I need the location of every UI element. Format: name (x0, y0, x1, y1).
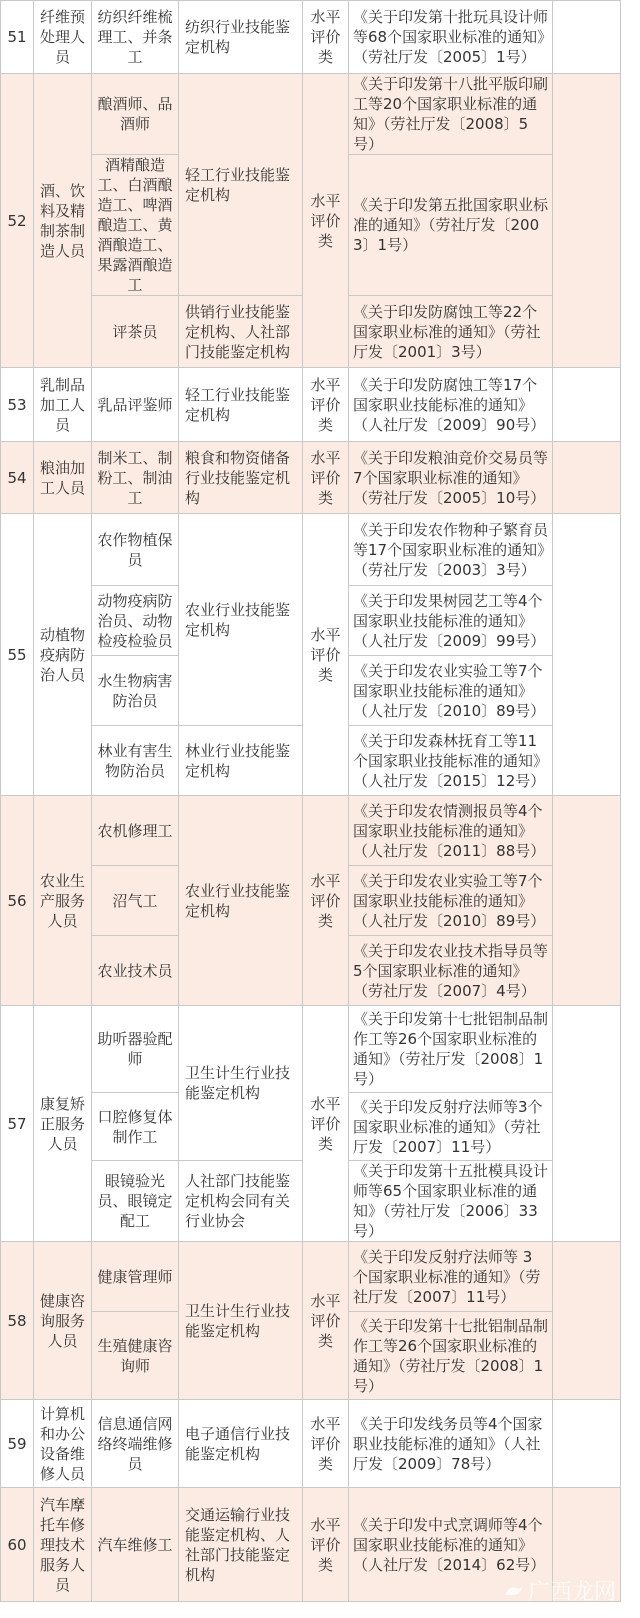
job-cell: 酒精酿造工、白酒酿造工、啤酒酿造工、黄酒酿造工、果露酒酿造工 (92, 155, 179, 296)
job-cell: 口腔修复体制作工 (92, 1093, 179, 1161)
row-number: 53 (1, 368, 34, 442)
document-cell: 《关于印发粮油竞价交易员等7个国家职业标准的通知》（劳社厅发〔2005〕10号） (349, 442, 553, 514)
document-cell: 《关于印发线务员等4个国家职业技能标准的通知》（人社厅发〔2009〕78号） (349, 1400, 553, 1488)
blank-cell (553, 1400, 621, 1488)
evaluation-type-cell: 水平评价类 (303, 514, 349, 796)
table-row (1, 74, 621, 155)
document-cell: 《关于印发反射疗法师等 3 个国家职业标准的通知》（劳社厅发〔2007〕11号） (349, 1242, 553, 1312)
job-cell: 乳品评鉴师 (92, 368, 179, 442)
document-cell: 《关于印发防腐蚀工等22个国家职业标准的通知》（劳社厅发〔2001〕3号） (349, 296, 553, 368)
blank-cell (553, 514, 621, 796)
document-cell: 《关于印发农业实验工等7个国家职业技能标准的通知》（人社厅发〔2010〕89号） (349, 866, 553, 936)
category-cell: 动植物疫病防治人员 (34, 514, 92, 796)
job-cell: 农业技术员 (92, 936, 179, 1006)
org-cell: 轻工行业技能鉴定机构 (179, 368, 303, 442)
document-cell: 《关于印发中式烹调师等4个国家职业技能标准的通知》（人社厅发〔2014〕62号） (349, 1488, 553, 1602)
org-cell: 农业行业技能鉴定机构 (179, 796, 303, 1006)
org-cell: 电子通信行业技能鉴定机构 (179, 1400, 303, 1488)
document-cell: 《关于印发防腐蚀工等17个国家职业技能标准的通知》（人社厅发〔2009〕90号） (349, 368, 553, 442)
category-cell: 农业生产服务人员 (34, 796, 92, 1006)
row-number: 59 (1, 1400, 34, 1488)
evaluation-type-cell: 水平评价类 (303, 1, 349, 74)
document-cell: 《关于印发第十七批铝制品制作工等26个国家职业标准的通知》（劳社厅发〔2008〕1号） (349, 1312, 553, 1400)
table-row (1, 1006, 621, 1093)
org-cell: 交通运输行业技能鉴定机构、人社部门技能鉴定机构 (179, 1488, 303, 1602)
category-cell: 酒、饮料及精制茶制造人员 (34, 74, 92, 368)
document-cell: 《关于印发农作物种子繁育员等17个国家职业标准的通知》（劳社厅发〔2003〕3号） (349, 514, 553, 586)
table-row (1, 1, 621, 74)
job-cell: 生殖健康咨询师 (92, 1312, 179, 1400)
job-cell: 制米工、制粉工、制油工 (92, 442, 179, 514)
document-cell: 《关于印发第十七批铝制品制作工等26个国家职业标准的通知》（劳社厅发〔2008〕1号） (349, 1006, 553, 1093)
job-cell: 动物疫病防治员、动物检疫检验员 (92, 586, 179, 656)
document-cell: 《关于印发森林抚育工等11个国家职业技能标准的通知》（人社厅发〔2015〕12号） (349, 726, 553, 796)
category-cell: 计算机和办公设备维修人员 (34, 1400, 92, 1488)
category-cell: 乳制品加工人员 (34, 368, 92, 442)
job-cell: 眼镜验光员、眼镜定配工 (92, 1161, 179, 1242)
evaluation-type-cell: 水平评价类 (303, 74, 349, 368)
row-number: 58 (1, 1242, 34, 1400)
category-cell: 健康咨询服务人员 (34, 1242, 92, 1400)
blank-cell (553, 1, 621, 74)
row-number: 54 (1, 442, 34, 514)
watermark (504, 1575, 616, 1606)
table-row (1, 368, 621, 442)
org-cell: 粮食和物资储备行业技能鉴定机构 (179, 442, 303, 514)
table-row (1, 796, 621, 866)
blank-cell (553, 442, 621, 514)
row-number: 56 (1, 796, 34, 1006)
org-cell: 林业行业技能鉴定机构 (179, 726, 303, 796)
job-cell: 健康管理师 (92, 1242, 179, 1312)
evaluation-type-cell: 水平评价类 (303, 1488, 349, 1602)
evaluation-type-cell: 水平评价类 (303, 368, 349, 442)
blank-cell (553, 368, 621, 442)
job-cell: 农作物植保员 (92, 514, 179, 586)
job-cell: 酿酒师、品酒师 (92, 74, 179, 155)
org-cell: 人社部门技能鉴定机构会同有关行业协会 (179, 1161, 303, 1242)
job-cell: 农机修理工 (92, 796, 179, 866)
document-cell: 《关于印发第十五批模具设计师等65个国家职业标准的通知》（劳社厅发〔2006〕33号） (349, 1161, 553, 1242)
job-cell: 纺织纤维梳理工、并条工 (92, 1, 179, 74)
document-cell: 《关于印发第十八批平版印刷工等20个国家职业标准的通知》（劳社厅发〔2008〕5号） (349, 74, 553, 155)
category-cell: 粮油加工人员 (34, 442, 92, 514)
job-cell: 林业有害生物防治员 (92, 726, 179, 796)
category-cell: 汽车摩托车修理技术服务人员 (34, 1488, 92, 1602)
org-cell: 卫生计生行业技能鉴定机构 (179, 1006, 303, 1161)
category-cell: 康复矫正服务人员 (34, 1006, 92, 1242)
job-cell: 信息通信网络终端维修员 (92, 1400, 179, 1488)
org-cell: 纺织行业技能鉴定机构 (179, 1, 303, 74)
evaluation-type-cell: 水平评价类 (303, 796, 349, 1006)
evaluation-type-cell: 水平评价类 (303, 1400, 349, 1488)
blank-cell (553, 796, 621, 1006)
row-number: 51 (1, 1, 34, 74)
document-cell: 《关于印发第十批玩具设计师等68个国家职业标准的通知》（劳社厅发〔2005〕1号） (349, 1, 553, 74)
document-cell: 《关于印发农情测报员等4个国家职业技能标准的通知》（人社厅发〔2011〕88号） (349, 796, 553, 866)
job-cell: 汽车维修工 (92, 1488, 179, 1602)
table-row (1, 1400, 621, 1488)
row-number: 60 (1, 1488, 34, 1602)
row-number: 52 (1, 74, 34, 368)
blank-cell (553, 74, 621, 368)
evaluation-type-cell: 水平评价类 (303, 442, 349, 514)
org-cell: 供销行业技能鉴定机构、人社部门技能鉴定机构 (179, 296, 303, 368)
table-row (1, 1242, 621, 1312)
job-cell: 评茶员 (92, 296, 179, 368)
category-cell: 纤维预处理人员 (34, 1, 92, 74)
org-cell: 卫生计生行业技能鉴定机构 (179, 1242, 303, 1400)
row-number: 55 (1, 514, 34, 796)
table-row (1, 442, 621, 514)
job-cell: 水生物病害防治员 (92, 656, 179, 726)
document-cell: 《关于印发农业技术指导员等5个国家职业标准的通知》（劳社厅发〔2007〕4号） (349, 936, 553, 1006)
org-cell: 农业行业技能鉴定机构 (179, 514, 303, 726)
row-number: 57 (1, 1006, 34, 1242)
document-cell: 《关于印发反射疗法师等3个国家职业标准的通知》（劳社厅发〔2007〕11号） (349, 1093, 553, 1161)
evaluation-type-cell: 水平评价类 (303, 1006, 349, 1242)
table-row (1, 514, 621, 586)
document-cell: 《关于印发第五批国家职业标准的通知》（劳社厅发〔2003〕1号） (349, 155, 553, 296)
org-cell: 轻工行业技能鉴定机构 (179, 74, 303, 296)
job-cell: 沼气工 (92, 866, 179, 936)
evaluation-type-cell: 水平评价类 (303, 1242, 349, 1400)
job-cell: 助听器验配师 (92, 1006, 179, 1093)
blank-cell (553, 1242, 621, 1400)
logo-icon (504, 1583, 524, 1599)
watermark-text: 广西龙网 (527, 1580, 616, 1605)
document-cell: 《关于印发农业实验工等7个国家职业技能标准的通知》（人社厅发〔2010〕89号） (349, 656, 553, 726)
blank-cell (553, 1006, 621, 1242)
document-cell: 《关于印发果树园艺工等4个国家职业技能标准的通知》（人社厅发〔2009〕99号） (349, 586, 553, 656)
